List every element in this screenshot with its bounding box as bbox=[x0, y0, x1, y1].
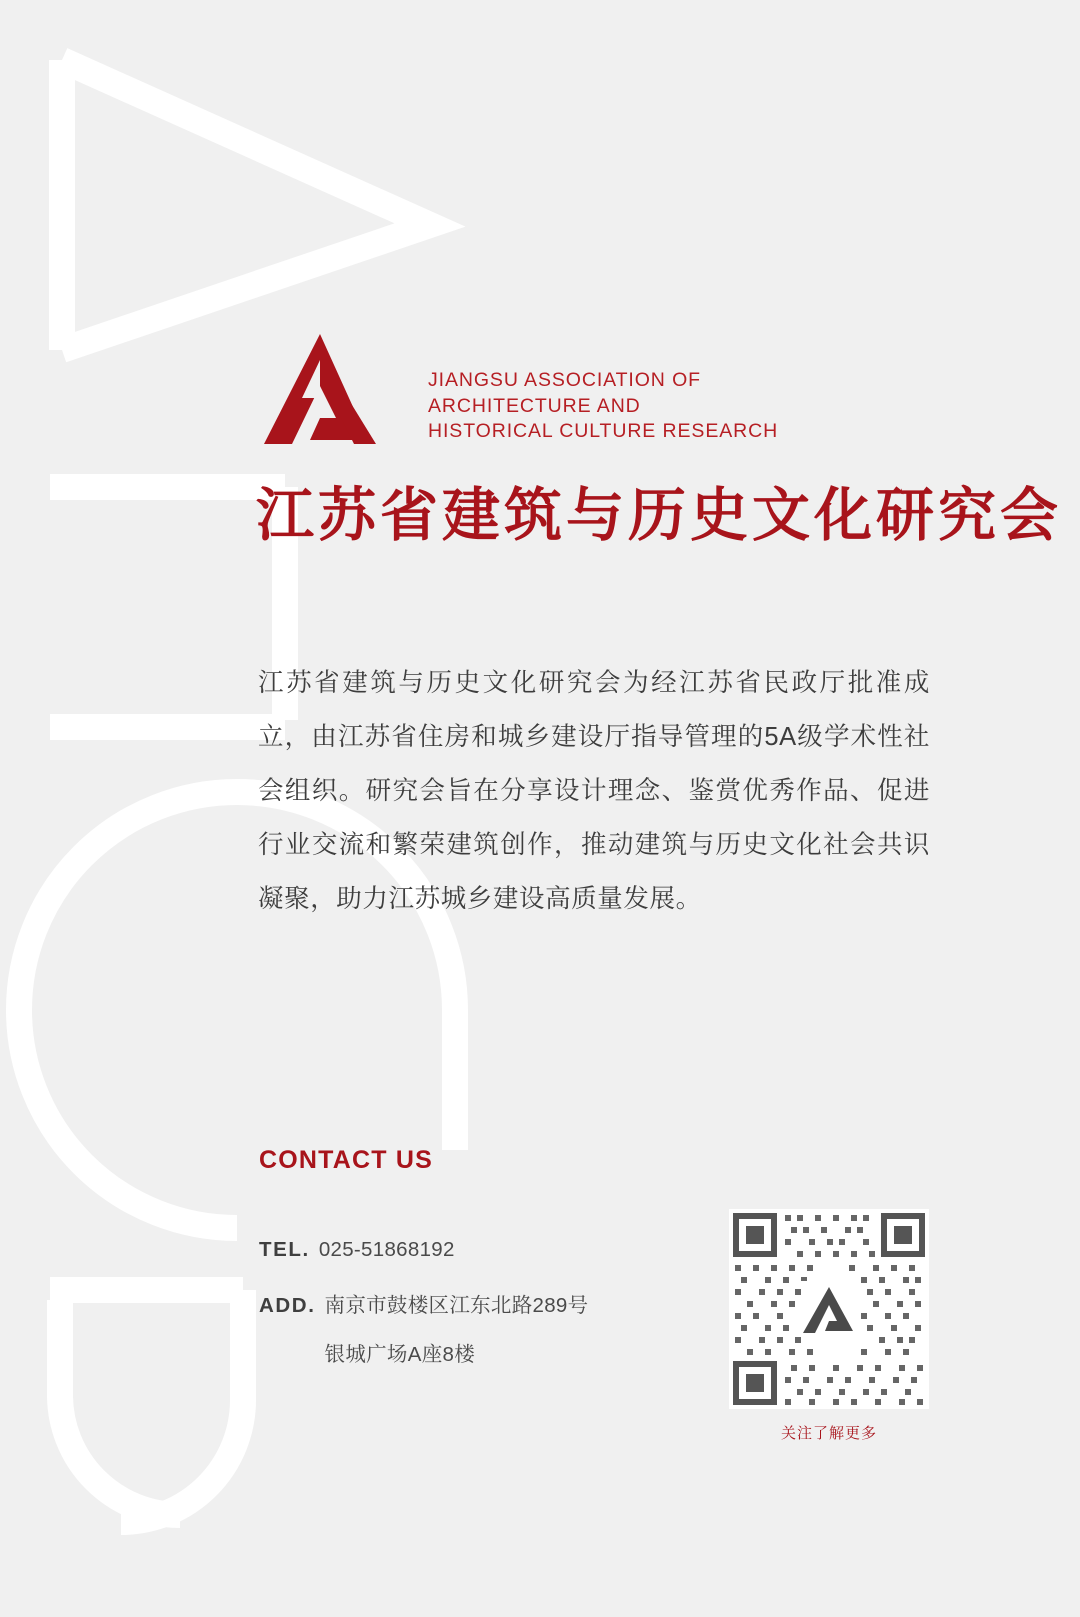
english-name-line-1: JIANGSU ASSOCIATION OF bbox=[428, 369, 701, 391]
address-value bbox=[325, 1291, 589, 1370]
english-name-line-2: ARCHITECTURE AND bbox=[428, 394, 641, 417]
address-line-1: 南京市鼓楼区江东北路289号 bbox=[324, 1294, 589, 1317]
contact-tel-row bbox=[259, 1235, 588, 1265]
english-name bbox=[428, 368, 778, 445]
tel-label: TEL. bbox=[259, 1238, 310, 1261]
address-label: ADD. bbox=[259, 1294, 316, 1317]
association-logo-icon bbox=[258, 330, 386, 448]
contact-details bbox=[259, 1235, 588, 1396]
qr-caption: 关注了解更多 bbox=[780, 1425, 877, 1442]
contact-us-heading: CONTACT US bbox=[259, 1146, 434, 1174]
qr-code-icon[interactable] bbox=[729, 1209, 929, 1409]
logo-block bbox=[258, 330, 778, 448]
intro-paragraph: 江苏省建筑与历史文化研究会为经江苏省民政厅批准成立，由江苏省住房和城乡建设厅指导管理的5A级学术性社会组织。研究会旨在分享设计理念、鉴赏优秀作品、促进行业交流和繁荣建筑创作，推动建筑与历史文化社会共识凝聚，助力江苏城乡建设高质量发展。 bbox=[258, 669, 930, 913]
qr-code-block bbox=[729, 1209, 929, 1443]
organization-title: 江苏省建筑与历史文化研究会 bbox=[256, 483, 1063, 548]
address-line-2: 银城广场A座8楼 bbox=[324, 1343, 475, 1366]
contact-address-row bbox=[259, 1291, 588, 1370]
tel-value: 025-51868192 bbox=[318, 1238, 455, 1261]
english-name-line-3: HISTORICAL CULTURE RESEARCH bbox=[428, 420, 779, 442]
